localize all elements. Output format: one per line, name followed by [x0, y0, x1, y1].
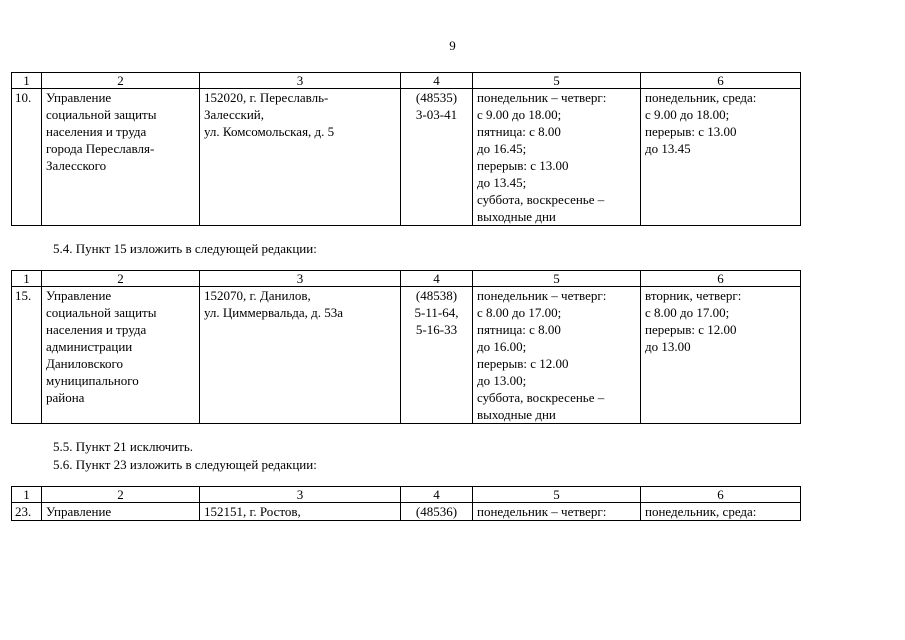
page-number: 9 [449, 38, 456, 53]
reception-hours-cell [641, 287, 801, 424]
hours-line: до 13.45; [477, 175, 527, 190]
phone-line: 5-11-64, [414, 305, 459, 320]
row-number: 23. [12, 503, 42, 521]
hours-line: выходные дни [477, 209, 556, 224]
phone-cell [401, 287, 473, 424]
organization-line: социальной защиты [46, 305, 157, 320]
organization-line: Даниловского [46, 356, 124, 371]
header-cell-1: 1 [12, 271, 42, 287]
row-number: 15. [12, 287, 42, 424]
reception-line: до 13.45 [645, 141, 691, 156]
header-cell-1: 1 [12, 73, 42, 89]
hours-line: до 16.45; [477, 141, 527, 156]
hours-line: перерыв: с 12.00 [477, 356, 569, 371]
address-line: 152151, г. Ростов, [204, 504, 301, 519]
hours-line: понедельник – четверг: [477, 504, 607, 519]
header-cell-2: 2 [42, 487, 200, 503]
header-cell-1: 1 [12, 487, 42, 503]
reception-line: перерыв: с 13.00 [645, 124, 737, 139]
table-header-row [12, 271, 801, 287]
header-cell-4: 4 [401, 271, 473, 287]
hours-line: суббота, воскресенье – [477, 390, 605, 405]
address-line: 152020, г. Переславль- [204, 90, 329, 105]
phone-line: 5-16-33 [415, 322, 458, 337]
organization-line: Залесского [46, 158, 107, 173]
phone-line: 3-03-41 [415, 107, 458, 122]
hours-line: понедельник – четверг: [477, 90, 607, 105]
working-hours-cell [473, 503, 641, 521]
header-cell-3: 3 [200, 487, 401, 503]
phone-line: (48535) [415, 90, 458, 105]
organization-line: администрации [46, 339, 133, 354]
header-cell-2: 2 [42, 73, 200, 89]
address-line: ул. Циммервальда, д. 53а [204, 305, 344, 320]
reception-line: вторник, четверг: [645, 288, 742, 303]
table-item-23 [11, 486, 801, 521]
address-line: ул. Комсомольская, д. 5 [204, 124, 335, 139]
organization-line: района [46, 390, 85, 405]
header-cell-6: 6 [641, 271, 801, 287]
paragraph-5-6: 5.6. Пункт 23 изложить в следующей редакции: [53, 457, 317, 472]
phone-line: (48536) [415, 504, 458, 519]
header-cell-3: 3 [200, 271, 401, 287]
hours-line: с 8.00 до 17.00; [477, 305, 562, 320]
hours-line: пятница: с 8.00 [477, 322, 561, 337]
header-cell-4: 4 [401, 487, 473, 503]
address-line: Залесский, [204, 107, 264, 122]
table-row [12, 503, 801, 521]
working-hours-cell [473, 89, 641, 226]
reception-line: перерыв: с 12.00 [645, 322, 737, 337]
table-row [12, 287, 801, 424]
organization-line: муниципального [46, 373, 139, 388]
hours-line: понедельник – четверг: [477, 288, 607, 303]
table-item-15 [11, 270, 801, 424]
organization-line: Управление [46, 504, 112, 519]
organization-line: населения и труда [46, 322, 147, 337]
organization-cell [42, 503, 200, 521]
hours-line: до 16.00; [477, 339, 527, 354]
reception-line: понедельник, среда: [645, 504, 757, 519]
row-number: 10. [12, 89, 42, 226]
organization-line: Управление [46, 288, 112, 303]
hours-line: выходные дни [477, 407, 556, 422]
reception-line: понедельник, среда: [645, 90, 757, 105]
table-row [12, 89, 801, 226]
hours-line: суббота, воскресенье – [477, 192, 605, 207]
header-cell-6: 6 [641, 487, 801, 503]
organization-line: социальной защиты [46, 107, 157, 122]
header-cell-6: 6 [641, 73, 801, 89]
header-cell-3: 3 [200, 73, 401, 89]
organization-cell [42, 89, 200, 226]
reception-hours-cell [641, 89, 801, 226]
hours-line: до 13.00; [477, 373, 527, 388]
header-cell-5: 5 [473, 487, 641, 503]
paragraph-5-5: 5.5. Пункт 21 исключить. [53, 439, 194, 454]
phone-line: (48538) [415, 288, 458, 303]
organization-line: населения и труда [46, 124, 147, 139]
table-item-10 [11, 72, 801, 226]
organization-line: Управление [46, 90, 112, 105]
header-cell-5: 5 [473, 271, 641, 287]
hours-line: перерыв: с 13.00 [477, 158, 569, 173]
organization-cell [42, 287, 200, 424]
reception-hours-cell [641, 503, 801, 521]
address-cell [200, 503, 401, 521]
address-line: 152070, г. Данилов, [204, 288, 311, 303]
table-header-row [12, 487, 801, 503]
phone-cell [401, 89, 473, 226]
reception-line: до 13.00 [645, 339, 691, 354]
hours-line: пятница: с 8.00 [477, 124, 561, 139]
header-cell-4: 4 [401, 73, 473, 89]
paragraph-5-4: 5.4. Пункт 15 изложить в следующей редакции: [53, 241, 317, 256]
table-header-row [12, 73, 801, 89]
reception-line: с 8.00 до 17.00; [645, 305, 730, 320]
address-cell [200, 287, 401, 424]
reception-line: с 9.00 до 18.00; [645, 107, 730, 122]
header-cell-5: 5 [473, 73, 641, 89]
phone-cell [401, 503, 473, 521]
organization-line: города Переславля- [46, 141, 155, 156]
working-hours-cell [473, 287, 641, 424]
header-cell-2: 2 [42, 271, 200, 287]
hours-line: с 9.00 до 18.00; [477, 107, 562, 122]
address-cell [200, 89, 401, 226]
